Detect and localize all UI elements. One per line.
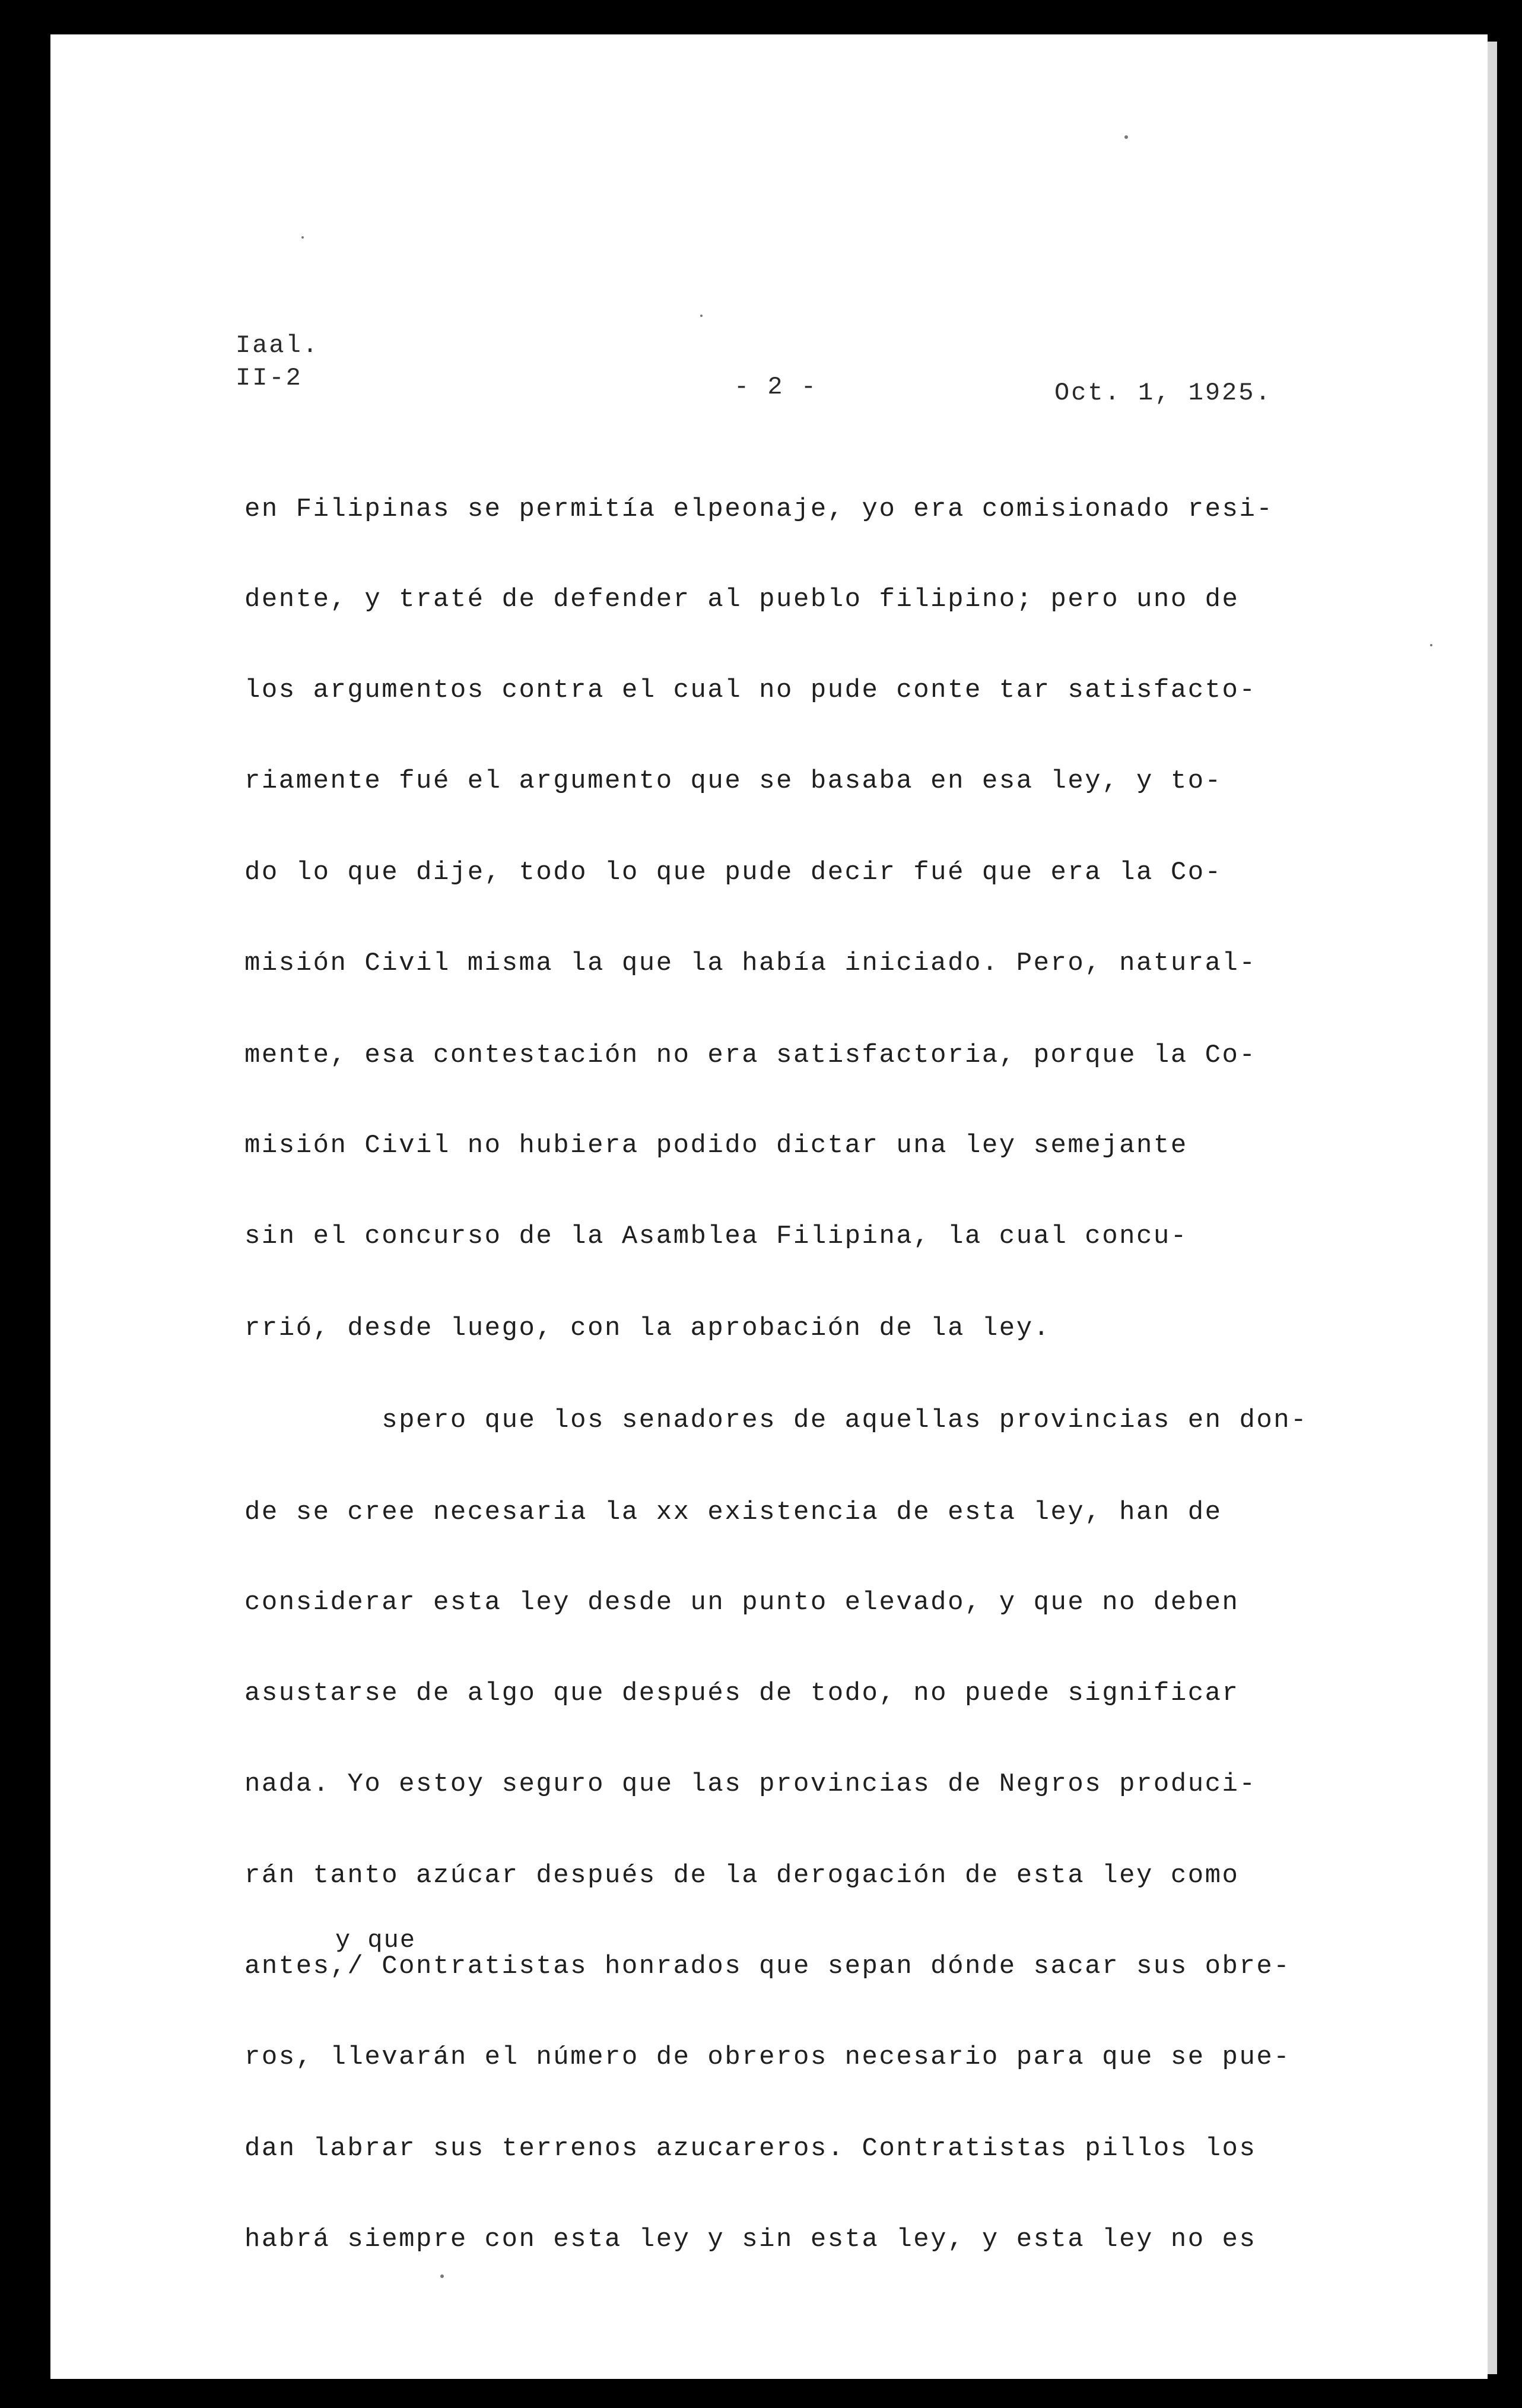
text-line: misión Civil no hubiera podido dictar una ley semejante [244,1131,1188,1160]
text-line: considerar esta ley desde un punto elevado, y que no deben [244,1588,1240,1617]
document-date: Oct. 1, 1925. [1054,379,1272,407]
text-line: misión Civil misma la que la había iniciado. Pero, natural- [244,948,1257,978]
text-line: ros, llevarán el número de obreros necesario para que se pue- [244,2042,1291,2072]
dust-speck [440,2274,444,2278]
text-line: habrá siempre con esta ley y sin esta ley, y esta ley no es [244,2225,1257,2254]
page-number: - 2 - [734,373,818,401]
reference-code [236,329,319,395]
text-line: mente, esa contestación no era satisfactoria, porque la Co- [244,1040,1257,1070]
text-line: riamente fué el argumento que se basaba en esa ley, y to- [244,766,1222,796]
text-line: dan labrar sus terrenos azucareros. Contratistas pillos los [244,2134,1257,2163]
handwritten-insertion: y que [335,1926,417,1955]
reference-line-1: Iaal. [236,331,320,360]
text-line: rán tanto azúcar después de la derogación de esta ley como [244,1861,1240,1890]
dust-speck [301,236,304,239]
dust-speck [1430,644,1432,646]
text-line: de se cree necesaria la xx existencia de esta ley, han de [244,1498,1222,1527]
text-line: do lo que dije, todo lo que pude decir fué que era la Co- [244,858,1222,887]
text-line: rrió, desde luego, con la aprobación de la ley. [244,1314,1051,1343]
text-line: sin el concurso de la Asamblea Filipina, la cual concu- [244,1222,1188,1251]
dust-speck [1124,135,1128,139]
text-line: los argumentos contra el cual no pude conte tar satisfacto- [244,675,1257,705]
dust-speck [700,315,703,317]
reference-line-2: II-2 [236,364,303,392]
text-line: en Filipinas se permitía elpeonaje, yo era comisionado resi- [244,494,1274,524]
text-line: spero que los senadores de aquellas provincias en don- [244,1406,1308,1435]
text-line: nada. Yo estoy seguro que las provincias de Negros produci- [244,1769,1257,1799]
page-header [236,329,1363,407]
text-line: antes,/ Contratistas honrados que sepan dónde sacar sus obre- [244,1952,1291,1981]
text-line: dente, y traté de defender al pueblo filipino; pero uno de [244,585,1240,614]
page-edge-shadow [1488,42,1497,2374]
text-line: asustarse de algo que después de todo, no puede significar [244,1679,1240,1708]
